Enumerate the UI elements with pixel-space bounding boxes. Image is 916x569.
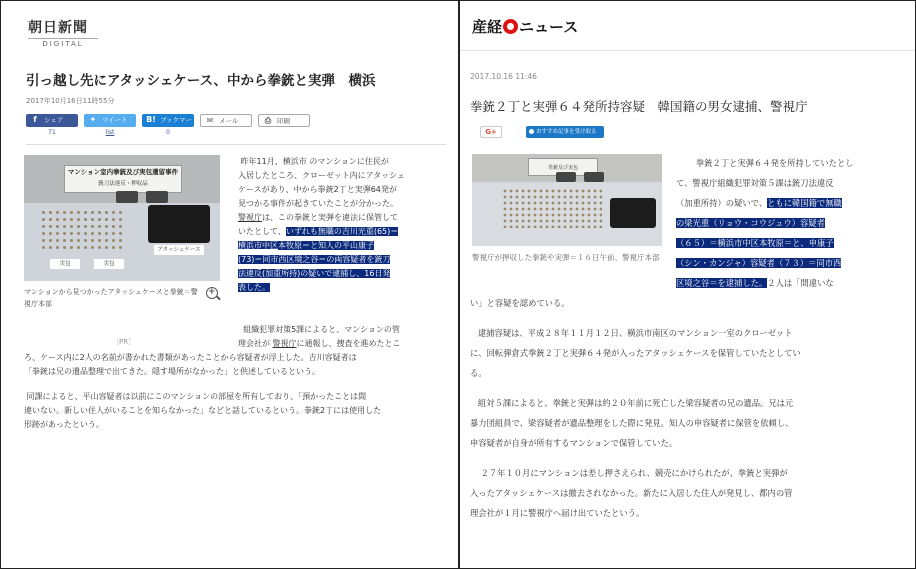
body-line: に、回転弾倉式拳銃２丁と実弾６４発が入ったアタッシェケースを保管していたとしてい — [470, 348, 801, 358]
police-link[interactable]: 警視庁 — [238, 213, 262, 222]
body-line: 入ったアタッシェケースは撤去されなかった。新たに入居した住人が発見し、都内の管 — [470, 488, 793, 498]
article-photo[interactable] — [24, 155, 220, 281]
body-line: 理会社が 警視庁に通報し、捜査を進めたとこ — [238, 339, 401, 348]
bullets-image — [40, 209, 126, 253]
body-line: 区境之谷＝を逮捕した。２人は「間違いな — [676, 278, 834, 288]
case-label: アタッシェケース — [154, 245, 204, 255]
mail-share-button[interactable]: ✉ メール — [200, 114, 252, 127]
body-line: （加重所持）の疑いで、ともに韓国籍で無職 — [676, 198, 842, 208]
divider-line — [26, 144, 446, 145]
body-line: 「拳銃は兄の遺品整理で出てきた。隠す場所がなかった」と供述しているという。 — [24, 367, 320, 376]
photo-caption: 警視庁が押収した拳銃や実弾＝１６日午前、警視庁本部 — [472, 253, 660, 262]
body-line: 昨年11月、横浜市 のマンションに住民が — [240, 157, 389, 166]
body-line: 表した。 — [238, 283, 270, 292]
body-line: 暴力団組員で、梁容疑者が遺品整理をした際に発見。知人の申容疑者に保管を依頼し、 — [470, 418, 794, 428]
evidence-sign: マンション室内拳銃及び実包遺留事件 銃刀法違反・押収品 — [64, 165, 182, 193]
pistol-image — [556, 172, 576, 182]
article-date: 2017.10.16 11:46 — [470, 72, 537, 81]
facebook-icon: f — [33, 115, 37, 124]
article-date: 2017年10月16日11時55分 — [26, 97, 115, 105]
body-line: 組織犯罪対策5課によると、マンションの管 — [243, 325, 400, 334]
sankei-article-panel — [460, 2, 914, 567]
facebook-share-button[interactable]: f シェア — [26, 114, 78, 127]
header-divider — [460, 50, 914, 51]
twitter-share-button[interactable]: ✦ ツイート — [84, 114, 136, 127]
body-line: いたとして、いずれも無職の吉川光重(65)＝ — [238, 227, 399, 236]
body-line: 形跡があったという。 — [24, 420, 104, 429]
article-headline: 拳銃２丁と実弾６４発所持容疑 韓国籍の男女逮捕、警視庁 — [470, 99, 808, 114]
hatena-bookmark-button[interactable]: B! ブックマーク — [142, 114, 194, 127]
google-plus-button[interactable]: G+ — [480, 126, 502, 138]
body-line: 警視庁は、この拳銃と実弾を違法に保管して — [238, 213, 398, 222]
pistol-image — [146, 191, 168, 203]
twitter-icon: ✦ — [89, 115, 97, 124]
body-line: る。 — [470, 368, 487, 378]
pr-label: ［PR］ — [112, 338, 136, 346]
body-line: 入居したところ、クローゼット内にアタッシェ — [238, 171, 405, 180]
body-line: （シン・カンジャ）容疑者（７３）＝同市西 — [676, 258, 842, 268]
body-line: 見つかる事件が起きていたことが分かった。 — [238, 199, 398, 208]
body-line: 法違反(加重所持)の疑いで逮捕し、16日発 — [238, 269, 391, 278]
print-icon: ⎙ — [264, 116, 272, 125]
pistol-image — [116, 191, 138, 203]
asahi-logo[interactable]: 朝日新聞 DIGITAL — [28, 20, 118, 48]
sankei-logo-mark-icon — [503, 19, 518, 34]
zoom-icon[interactable]: + — [206, 287, 218, 299]
body-line: (73)＝同市西区境之谷＝の両容疑者を銃刀 — [238, 255, 391, 264]
body-line: 逮捕容疑は、平成２８年１１月１２日、横浜市南区のマンション一室のクローゼット — [477, 328, 793, 338]
hatena-bookmark-count: 0 — [166, 129, 170, 136]
photo-caption: マンションから見つかったアタッシェケースと拳銃＝警視庁本部 — [24, 288, 198, 308]
recommend-subscribe-button[interactable]: おすすめ記事を受け取る — [526, 126, 604, 138]
facebook-share-count: 71 — [48, 129, 56, 136]
print-button[interactable]: ⎙ 印刷 — [258, 114, 310, 127]
body-line: （６５）＝横浜市中区本牧原＝と、申康子 — [676, 238, 834, 248]
twitter-list-link[interactable]: list — [105, 129, 115, 136]
body-line: 組対５課によると、拳銃と実弾は約２０年前に死亡した梁容疑者の兄の遺品。兄は元 — [477, 398, 794, 408]
body-line: 拳銃２丁と実弾６４発を所持していたとし — [695, 158, 854, 168]
body-line: 申容疑者が自身が所有するマンションで保管していた。 — [470, 438, 678, 448]
body-line: の梁光重（リョウ・コウジュウ）容疑者 — [676, 218, 825, 228]
evidence-tag: 実包 — [94, 259, 124, 269]
body-line: て、警視庁組織犯罪対策５課は銃刀法違反 — [676, 178, 834, 188]
body-line: 横浜市中区本牧原＝と知人の平山康子 — [238, 241, 374, 250]
body-line: い」と容疑を認めている。 — [470, 298, 570, 308]
sankei-logo[interactable]: 産経 ニュース — [472, 18, 579, 36]
mail-icon: ✉ — [206, 116, 214, 125]
attache-case-image — [148, 205, 210, 243]
bullets-image — [502, 188, 602, 228]
body-line: 同課によると、平山容疑者は以前にこのマンションの部屋を所有しており、「預かったことは間 — [26, 392, 367, 401]
body-line: 違いない。新しい住人がいることを知らなかった」などと話しているという。拳銃2丁には使用した — [24, 406, 382, 415]
asahi-article-panel — [2, 2, 457, 567]
pistol-image — [584, 172, 604, 182]
article-headline: 引っ越し先にアタッシェケース、中から拳銃と実弾 横浜 — [26, 73, 376, 89]
body-line: ろ、ケース内に2人の名前が書かれた書類があったことから容疑者が浮上した。吉川容疑者は — [24, 353, 357, 362]
evidence-sign: 拳銃及び実包 — [528, 158, 598, 176]
attache-case-image — [610, 198, 656, 228]
article-photo[interactable] — [472, 154, 662, 246]
yokohama-link[interactable]: 横浜市中区 — [238, 241, 278, 250]
police-link[interactable]: 警視庁 — [272, 339, 297, 348]
share-toolbar — [26, 114, 326, 140]
hatena-bookmark-icon: B! — [146, 115, 156, 124]
body-line: 理会社が１月に警視庁へ届け出ていたという。 — [470, 508, 645, 518]
evidence-tag: 実包 — [50, 259, 80, 269]
body-line: ２７年１０月にマンションは差し押さえられ、競売にかけられたが、拳銃と実弾が — [480, 468, 788, 478]
body-line: ケースがあり、中から拳銃2丁と実弾64発が — [238, 185, 397, 194]
